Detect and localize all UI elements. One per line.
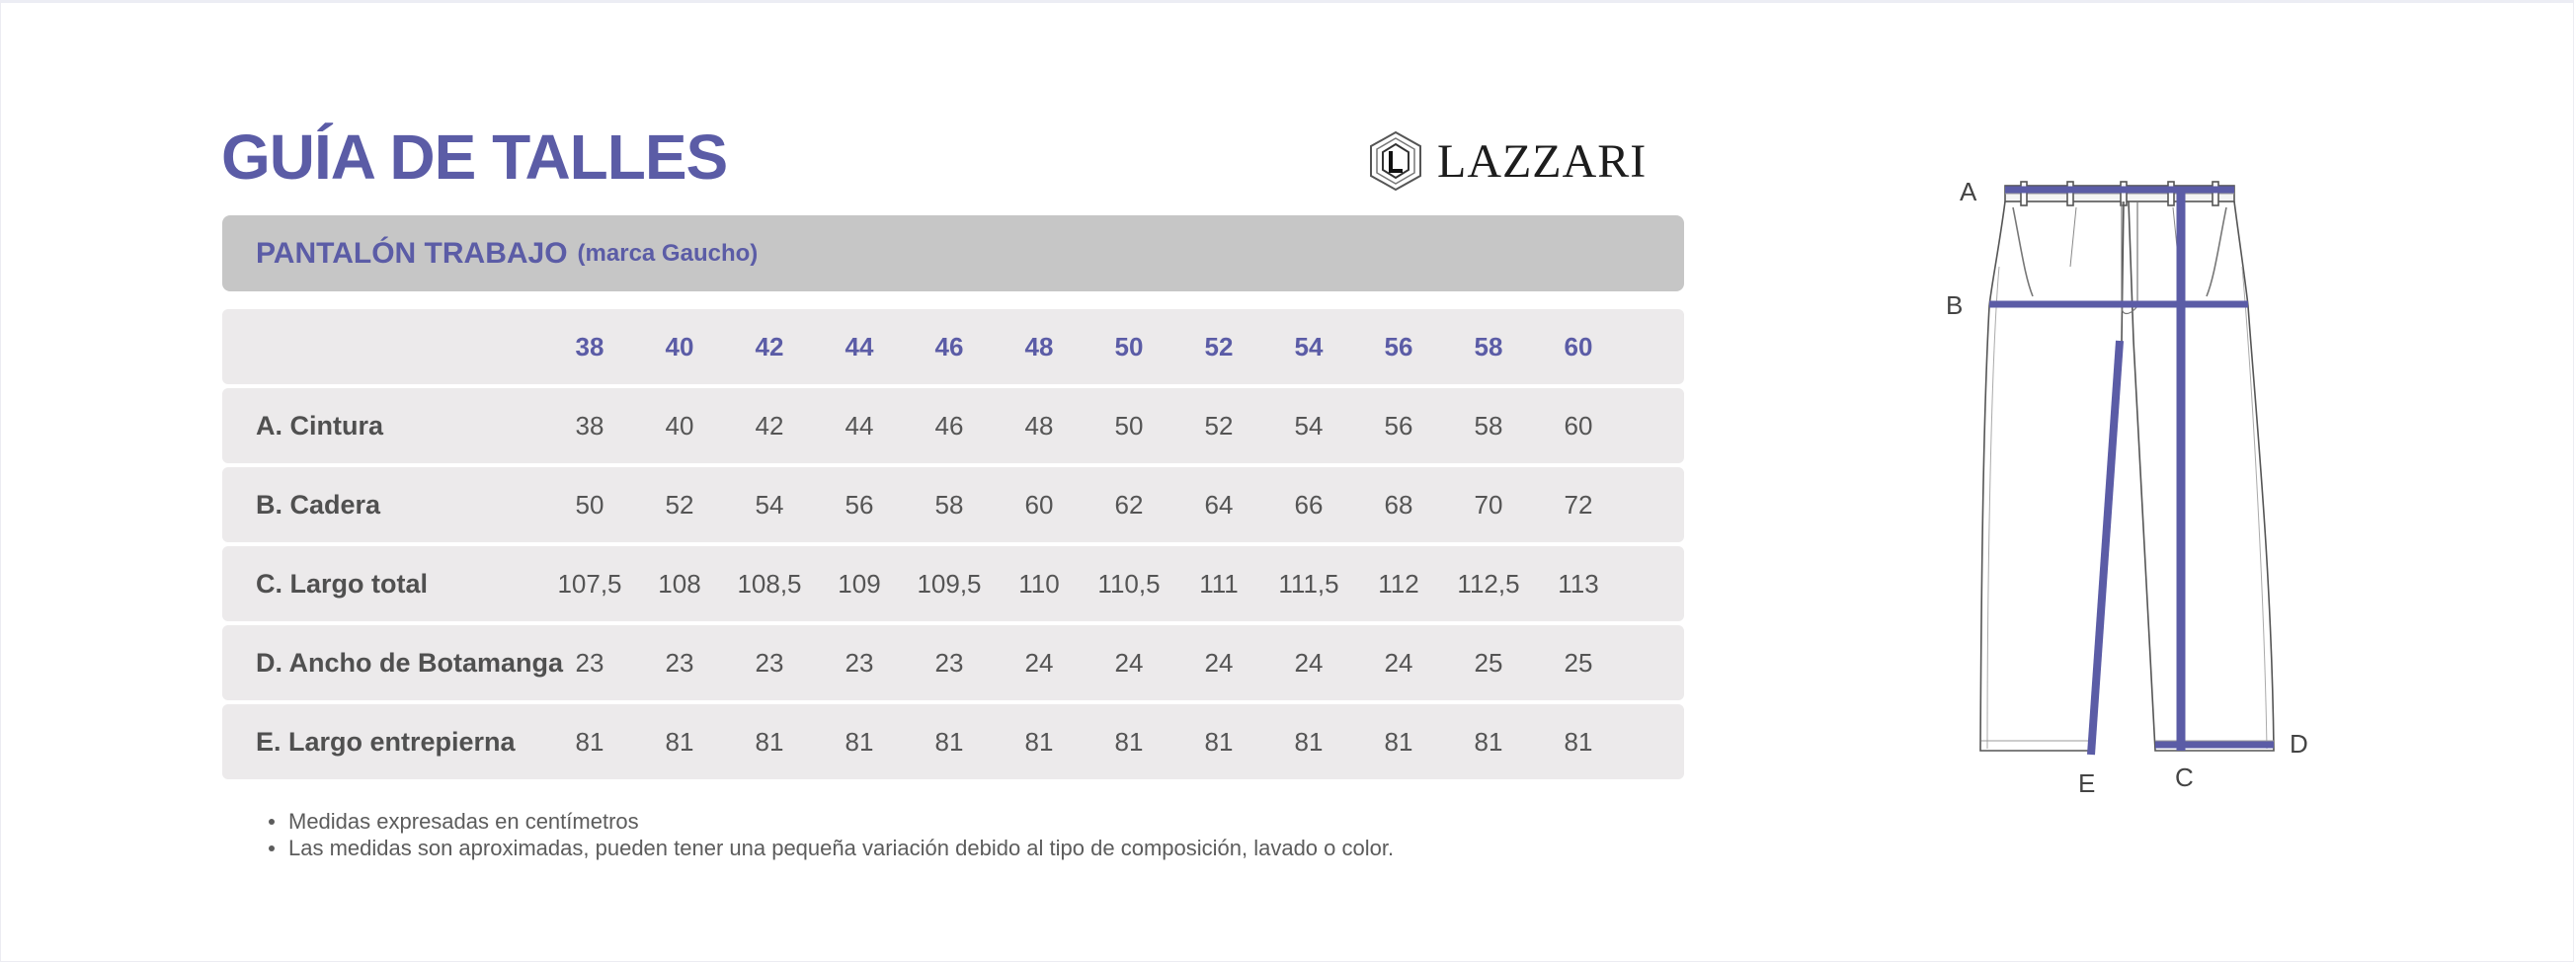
- size-header-cell: 50: [1114, 332, 1144, 362]
- table-cell: 42: [755, 411, 784, 441]
- table-cell: 81: [1564, 727, 1593, 757]
- size-header-cell: 40: [665, 332, 694, 362]
- size-header-row: [222, 309, 1684, 384]
- table-cell: 70: [1474, 490, 1503, 520]
- table-cell: 66: [1294, 490, 1324, 520]
- table-cell: 113: [1558, 569, 1599, 599]
- size-header-cell: 38: [575, 332, 604, 362]
- label-b: B: [1946, 290, 1964, 320]
- size-header-cell: 44: [845, 332, 874, 362]
- table-cell: 109: [838, 569, 881, 599]
- size-header-cell: 42: [755, 332, 784, 362]
- product-name: PANTALÓN TRABAJO: [256, 236, 568, 270]
- size-header-cell: 56: [1384, 332, 1413, 362]
- table-cell: 81: [1204, 727, 1234, 757]
- table-cell: 23: [665, 648, 694, 678]
- note-item: Medidas expresadas en centímetros: [269, 808, 1394, 835]
- table-cell: 108,5: [737, 569, 802, 599]
- hexagon-L-logo-icon: [1368, 130, 1423, 192]
- table-cell: 62: [1114, 490, 1144, 520]
- table-cell: 52: [665, 490, 694, 520]
- size-header-cell: 58: [1474, 332, 1503, 362]
- table-cell: 24: [1294, 648, 1324, 678]
- table-cell: 60: [1564, 411, 1593, 441]
- table-cell: 50: [575, 490, 604, 520]
- table-cell: 52: [1204, 411, 1234, 441]
- table-cell: 64: [1204, 490, 1234, 520]
- table-cell: 24: [1114, 648, 1144, 678]
- table-cell: 23: [575, 648, 604, 678]
- size-header-cell: 46: [934, 332, 964, 362]
- table-cell: 50: [1114, 411, 1144, 441]
- table-row: [222, 388, 1684, 463]
- table-cell: 81: [1114, 727, 1144, 757]
- table-row: [222, 625, 1684, 700]
- inseam-measure-line: [2091, 341, 2120, 755]
- row-label: E. Largo entrepierna: [256, 727, 516, 757]
- table-cell: 23: [755, 648, 784, 678]
- brand-logo: [1368, 130, 1647, 192]
- brand-name: LAZZARI: [1437, 134, 1648, 188]
- notes-list: [269, 808, 1394, 861]
- table-cell: 38: [575, 411, 604, 441]
- table-cell: 72: [1564, 490, 1593, 520]
- table-cell: 81: [934, 727, 964, 757]
- row-label: B. Cadera: [256, 490, 381, 520]
- table-cell: 48: [1024, 411, 1054, 441]
- table-cell: 81: [1474, 727, 1503, 757]
- size-header-cell: 48: [1024, 332, 1054, 362]
- size-header-cell: 52: [1204, 332, 1234, 362]
- table-cell: 109,5: [917, 569, 982, 599]
- table-cell: 46: [934, 411, 964, 441]
- table-cell: 58: [1474, 411, 1503, 441]
- table-cell: 81: [1384, 727, 1413, 757]
- row-label: C. Largo total: [256, 569, 428, 599]
- table-cell: 40: [665, 411, 694, 441]
- size-header-cell: 54: [1294, 332, 1324, 362]
- product-banner: [222, 215, 1684, 291]
- table-cell: 25: [1564, 648, 1593, 678]
- table-cell: 110,5: [1097, 569, 1161, 599]
- label-d: D: [2290, 729, 2308, 759]
- table-cell: 44: [845, 411, 874, 441]
- table-cell: 58: [934, 490, 964, 520]
- table-cell: 111,5: [1278, 569, 1339, 599]
- table-cell: 25: [1474, 648, 1503, 678]
- table-cell: 108: [658, 569, 701, 599]
- row-label: D. Ancho de Botamanga: [256, 648, 564, 678]
- pants-measurement-diagram: [1926, 158, 2341, 810]
- table-cell: 54: [1294, 411, 1324, 441]
- table-cell: 68: [1384, 490, 1413, 520]
- table-cell: 110: [1018, 569, 1060, 599]
- table-cell: 81: [575, 727, 604, 757]
- size-header-cell: 60: [1564, 332, 1593, 362]
- table-cell: 107,5: [557, 569, 622, 599]
- table-cell: 81: [665, 727, 694, 757]
- pants-outline: [1980, 182, 2274, 751]
- label-c: C: [2175, 763, 2194, 792]
- note-item: Las medidas son aproximadas, pueden tener una pequeña variación debido al tipo de composición, lavado o color.: [269, 835, 1394, 861]
- table-cell: 56: [1384, 411, 1413, 441]
- table-cell: 81: [1294, 727, 1324, 757]
- table-cell: 23: [845, 648, 874, 678]
- table-row: [222, 467, 1684, 542]
- table-cell: 111: [1199, 569, 1239, 599]
- table-cell: 112,5: [1457, 569, 1520, 599]
- page-title: GUÍA DE TALLES: [221, 121, 728, 193]
- label-a: A: [1960, 177, 1977, 206]
- table-cell: 56: [845, 490, 874, 520]
- table-row: [222, 546, 1684, 621]
- label-e: E: [2078, 768, 2096, 798]
- table-cell: 60: [1024, 490, 1054, 520]
- table-cell: 54: [755, 490, 784, 520]
- table-cell: 24: [1384, 648, 1413, 678]
- table-cell: 24: [1204, 648, 1234, 678]
- table-cell: 81: [845, 727, 874, 757]
- table-row: [222, 704, 1684, 779]
- table-cell: 112: [1378, 569, 1419, 599]
- table-cell: 23: [934, 648, 964, 678]
- row-label: A. Cintura: [256, 411, 384, 441]
- product-subtitle: (marca Gaucho): [577, 239, 759, 267]
- table-cell: 81: [755, 727, 784, 757]
- table-cell: 24: [1024, 648, 1054, 678]
- table-cell: 81: [1024, 727, 1054, 757]
